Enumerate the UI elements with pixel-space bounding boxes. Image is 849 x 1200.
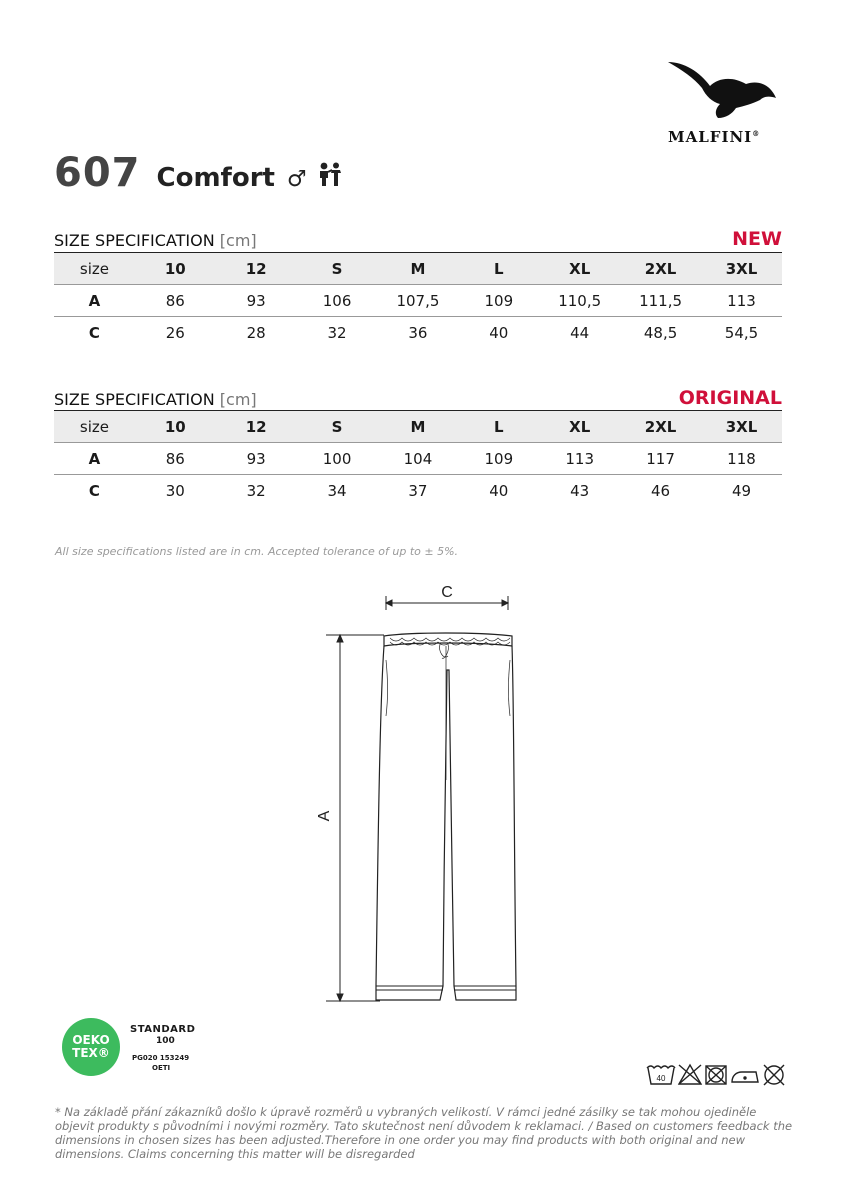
size-table-original (54, 410, 782, 506)
table-cell: 104 (378, 443, 459, 475)
header-cell: S (297, 411, 378, 443)
table-cell: 30 (135, 475, 216, 507)
product-code: 607 (54, 150, 141, 196)
table-cell: 32 (297, 317, 378, 349)
header-cell: L (458, 411, 539, 443)
table-cell: 40 (458, 475, 539, 507)
table-cell: 111,5 (620, 285, 701, 317)
table-cell: 46 (620, 475, 701, 507)
spec-header-original (54, 385, 782, 409)
table-cell: 54,5 (701, 317, 782, 349)
oeko-certificate: PG020 153249 (132, 1054, 190, 1062)
wash-40-icon (647, 1066, 675, 1084)
table-cell: 32 (216, 475, 297, 507)
table-cell: 118 (701, 443, 782, 475)
table-cell: 37 (378, 475, 459, 507)
row-label: C (54, 317, 135, 349)
header-cell: size (54, 411, 135, 443)
brand-name: MALFINI® (668, 128, 761, 146)
header-cell: 2XL (620, 253, 701, 285)
oeko-standard-number: 100 (156, 1036, 175, 1046)
dimension-a-label: A (316, 810, 333, 822)
table-cell: 100 (297, 443, 378, 475)
table-cell: 36 (378, 317, 459, 349)
original-badge: ORIGINAL (678, 387, 782, 409)
header-cell: 3XL (701, 253, 782, 285)
header-cell: L (458, 253, 539, 285)
table-row (54, 443, 782, 475)
table-cell: 86 (135, 285, 216, 317)
male-icon: ♂ (286, 167, 307, 192)
spec-header-new (54, 226, 782, 250)
disclaimer-footnote: * Na základě přání zákazníků došlo k úpravě rozměrů u vybraných velikostí. V rámci jedné zásilky se tak mohou ojediněle objevit produkty s původními i novými rozměry. Tato skutečnost není důvodem k reklamaci. / Based on customers feedback the dimensions in chosen sizes has been adjusted.Therefore in one order you may find products with both original and new dimensions. Claims concerning this matter will be disregarded (55, 1105, 793, 1161)
table-cell: 113 (539, 443, 620, 475)
svg-text:40: 40 (656, 1074, 666, 1083)
table-cell: 93 (216, 443, 297, 475)
row-label: A (54, 443, 135, 475)
no-tumble-dry-icon (706, 1066, 726, 1084)
no-bleach-icon (679, 1065, 701, 1084)
header-cell: S (297, 253, 378, 285)
iron-low-icon (732, 1072, 758, 1082)
eagle-icon (662, 58, 782, 124)
table-cell: 34 (297, 475, 378, 507)
table-cell: 48,5 (620, 317, 701, 349)
spec-title: SIZE SPECIFICATION [cm] (54, 390, 257, 409)
brand-logo (662, 58, 782, 148)
header-cell: 10 (135, 253, 216, 285)
table-cell: 93 (216, 285, 297, 317)
table-cell: 40 (458, 317, 539, 349)
table-cell: 28 (216, 317, 297, 349)
header-cell: size (54, 253, 135, 285)
table-cell: 44 (539, 317, 620, 349)
oeko-standard: STANDARD (130, 1024, 196, 1035)
header-cell: 10 (135, 411, 216, 443)
table-header-row (54, 411, 782, 443)
header-cell: XL (539, 253, 620, 285)
oeko-tex-logo: OEKO TEX® (62, 1018, 120, 1076)
row-label: C (54, 475, 135, 507)
table-cell: 26 (135, 317, 216, 349)
table-cell: 110,5 (539, 285, 620, 317)
table-cell: 109 (458, 285, 539, 317)
product-name: Comfort (156, 163, 275, 193)
size-table-new (54, 252, 782, 348)
spec-title: SIZE SPECIFICATION [cm] (54, 231, 257, 250)
tolerance-note: All size specifications listed are in cm. Accepted tolerance of up to ± 5%. (55, 545, 459, 558)
table-cell: 106 (297, 285, 378, 317)
header-cell: 3XL (701, 411, 782, 443)
table-cell: 109 (458, 443, 539, 475)
care-symbols (646, 1062, 802, 1088)
no-dry-clean-icon (764, 1065, 784, 1085)
dimension-c-label: C (441, 584, 453, 601)
table-header-row (54, 253, 782, 285)
table-row (54, 317, 782, 349)
table-cell: 107,5 (378, 285, 459, 317)
oeko-institute: OETI (152, 1064, 171, 1072)
table-cell: 43 (539, 475, 620, 507)
header-cell: XL (539, 411, 620, 443)
table-cell: 113 (701, 285, 782, 317)
table-row (54, 475, 782, 507)
table-cell: 49 (701, 475, 782, 507)
table-cell: 86 (135, 443, 216, 475)
table-cell: 117 (620, 443, 701, 475)
product-title (54, 150, 343, 200)
table-row (54, 285, 782, 317)
header-cell: M (378, 411, 459, 443)
new-badge: NEW (732, 228, 782, 250)
header-cell: 12 (216, 253, 297, 285)
pants-diagram (316, 580, 540, 1010)
row-label: A (54, 285, 135, 317)
header-cell: 12 (216, 411, 297, 443)
header-cell: 2XL (620, 411, 701, 443)
family-icon (317, 162, 343, 186)
header-cell: M (378, 253, 459, 285)
oeko-tex-label (62, 1018, 232, 1078)
